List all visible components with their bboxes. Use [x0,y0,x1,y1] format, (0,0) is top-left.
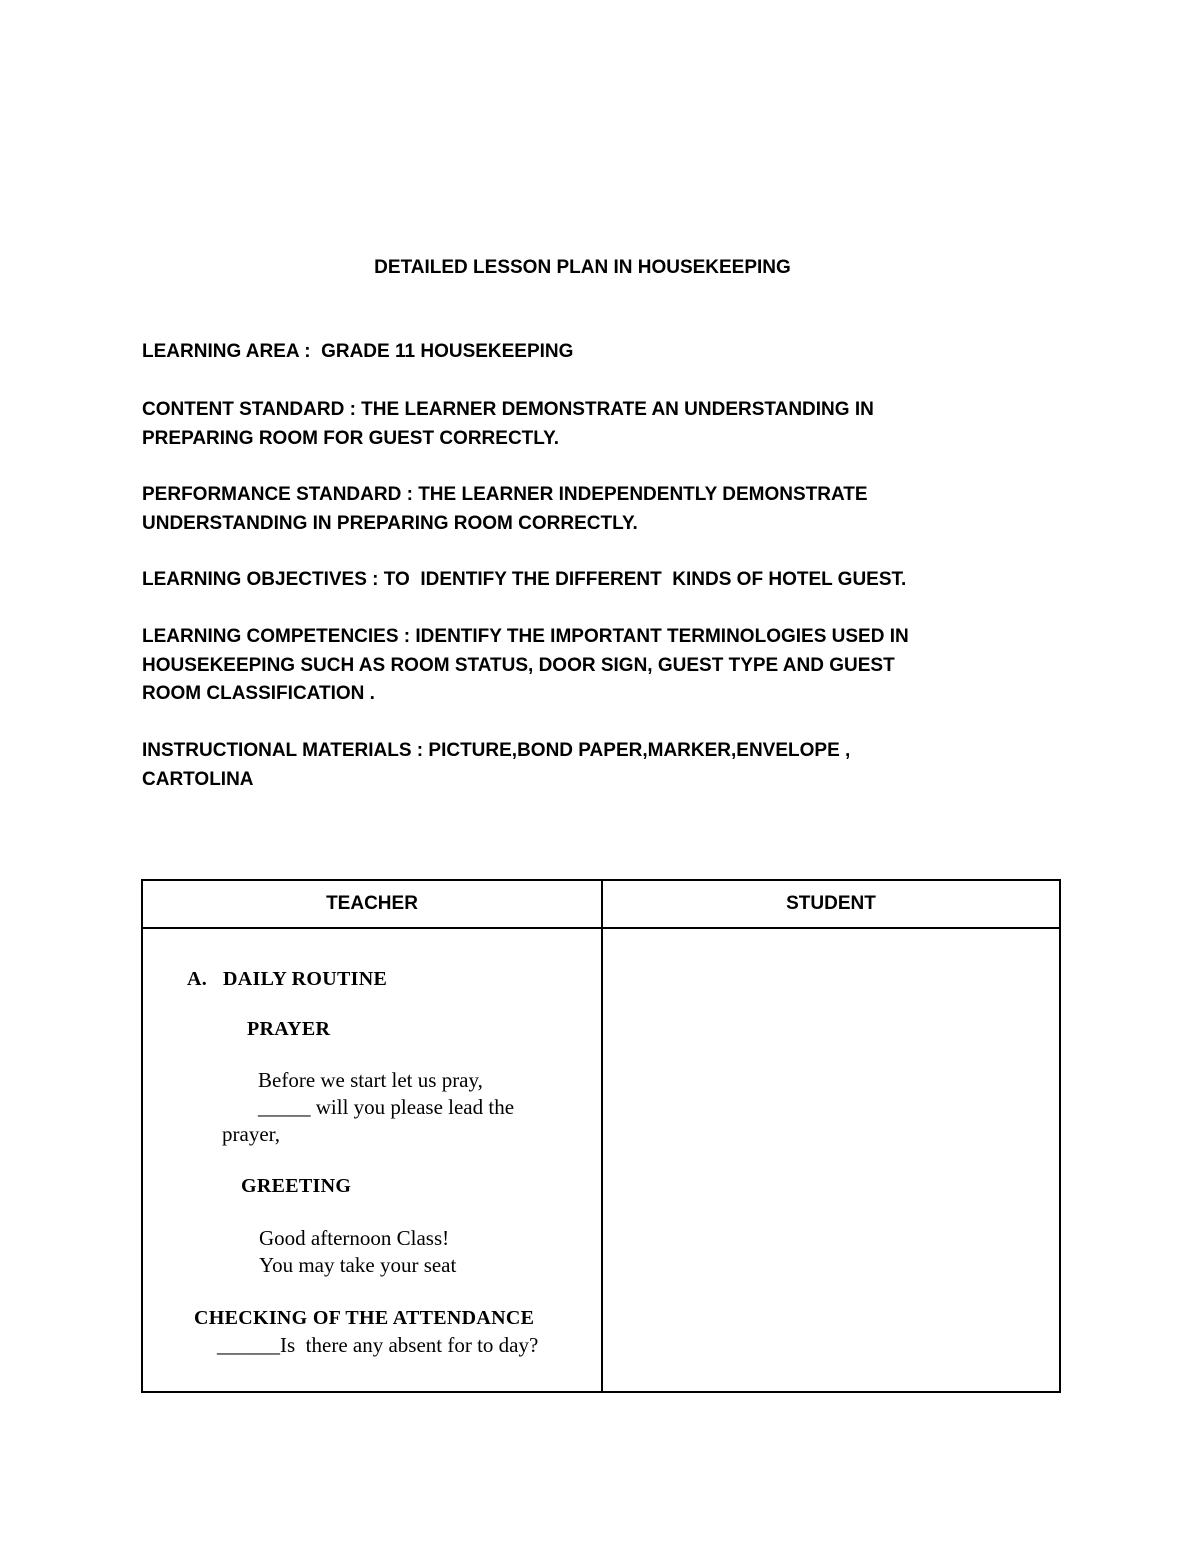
attendance-heading: CHECKING OF THE ATTENDANCE [194,1307,535,1329]
section-title: DAILY ROUTINE [223,968,388,990]
learning-objectives-text: LEARNING OBJECTIVES : TO IDENTIFY THE DIFFERENT KINDS OF HOTEL GUEST. [142,569,907,590]
learning-area [142,338,1042,367]
column-divider [601,881,603,1391]
learning-area-text: LEARNING AREA : GRADE 11 HOUSEKEEPING [142,341,574,362]
learning-competencies-line-2: HOUSEKEEPING SUCH AS ROOM STATUS, DOOR SIGN, GUEST TYPE AND GUEST [142,654,895,676]
instructional-materials [142,737,1042,794]
section-marker: A. [187,968,208,990]
greeting-line-2: You may take your seat [259,1253,457,1277]
learning-competencies-line-3: ROOM CLASSIFICATION . [142,683,375,704]
prayer-heading: PRAYER [247,1018,331,1040]
learning-objectives [142,566,1042,595]
learning-competencies-line-1: LEARNING COMPETENCIES : IDENTIFY THE IMPORTANT TERMINOLOGIES USED IN [142,626,909,647]
content-standard-line-2: PREPARING ROOM FOR GUEST CORRECTLY. [142,427,559,449]
instructional-materials-line-2: CARTOLINA [142,768,254,790]
performance-standard [142,481,1042,538]
learning-competencies [142,623,1042,709]
greeting-line-1: Good afternoon Class! [259,1226,450,1250]
teacher-column-header: TEACHER [326,893,418,914]
content-standard-line-1: CONTENT STANDARD : THE LEARNER DEMONSTRATE AN UNDERSTANDING IN [142,399,874,420]
prayer-line-3: prayer, [222,1122,281,1146]
prayer-line-2: _____ will you please lead the [258,1095,515,1119]
lesson-plan-table [141,879,1061,1393]
attendance-line: ______Is there any absent for to day? [217,1333,539,1357]
document-title: DETAILED LESSON PLAN IN HOUSEKEEPING [374,257,791,278]
prayer-line-1: Before we start let us pray, [258,1068,483,1092]
performance-standard-line-2: UNDERSTANDING IN PREPARING ROOM CORRECTLY. [142,512,638,534]
greeting-heading: GREETING [241,1175,352,1197]
performance-standard-line-1: PERFORMANCE STANDARD : THE LEARNER INDEPENDENTLY DEMONSTRATE [142,484,868,505]
instructional-materials-line-1: INSTRUCTIONAL MATERIALS : PICTURE,BOND PAPER,MARKER,ENVELOPE , [142,740,851,761]
student-column-header: STUDENT [786,893,876,914]
content-standard [142,396,1042,453]
